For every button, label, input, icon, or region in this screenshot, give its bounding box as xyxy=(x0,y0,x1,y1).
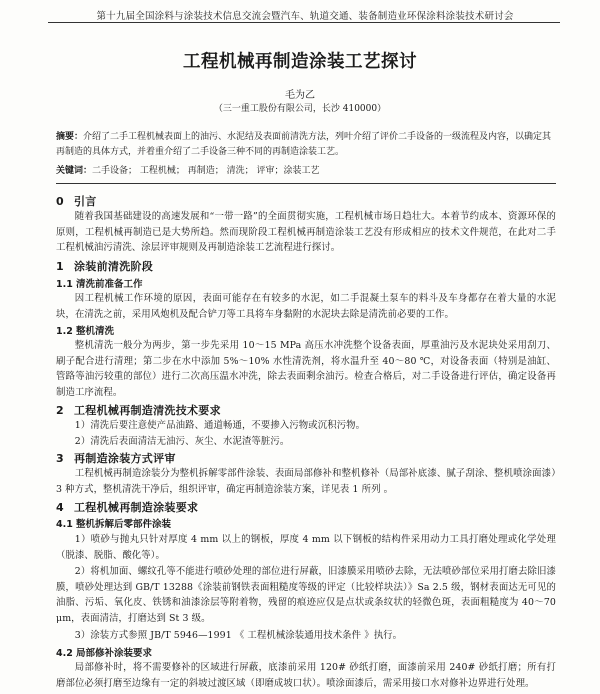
subsection-number: 4.2 xyxy=(56,648,73,659)
subsection-heading-1-2 xyxy=(56,323,114,337)
section-title: 再制造涂装方式评审 xyxy=(74,452,176,465)
subsection-title: 局部修补涂装要求 xyxy=(76,648,153,659)
paragraph-4-1-c: 3）涂装方式参照 JB/T 5946—1991 《 工程机械涂装通用技术条件 》执行。 xyxy=(74,630,403,641)
header-divider xyxy=(48,22,560,23)
paragraph-1-1: 因工程机械工作环境的原因，表面可能存在有较多的水泥，如二手混凝土泵车的料斗及车身都存在着大量的水泥块，在清洗之前，采用风炮机及配合铲刀等工具将车身黏附的水泥块去除是清洗前必要的工作。 xyxy=(56,293,556,320)
subsection-heading-4-1 xyxy=(56,516,171,530)
subsection-title: 整机清洗 xyxy=(76,326,115,337)
section-number: 3 xyxy=(56,452,64,465)
paragraph-2-2: 2）清洗后表面清洁无油污、灰尘、水泥渣等脏污。 xyxy=(74,436,290,447)
section-title: 引言 xyxy=(74,195,97,208)
subsection-title: 整机拆解后零部件涂装 xyxy=(76,519,172,530)
abstract-text: 介绍了二手工程机械表面上的油污、水泥结及表面前清洗方法，列叶介绍了评价二手设备的一级流程及内容，以确定其再制造的具体方式，并着重介绍了二手设备三种不同的再制造涂装工艺。 xyxy=(56,132,552,157)
paragraph-4-1-a: 1）喷砂与抛丸只针对厚度 4 mm 以上的钢板，厚度 4 mm 以下钢板的结构件采用动力工具打磨处理或化学处理（脱漆、脱脂、酸化等）。 xyxy=(56,534,556,561)
section-number: 0 xyxy=(56,195,64,208)
paragraph-4-2: 局部修补时，将不需要修补的区域进行屏蔽，底漆前采用 120# 砂纸打磨，面漆前采用 240# 砂纸打磨；所有打磨部位必须打磨至边缘有一定的斜坡过渡区域（即磨成坡口状）。喷涂面漆后，需采用接口水对修补边界进行处理。 xyxy=(56,662,556,689)
paragraph-intro: 随着我国基础建设的高速发展和“一带一路”的全面贯彻实施，工程机械市场日趋壮大。本着节约成本、资源环保的原则，工程机械再制造已是大势所趋。然而现阶段工程机械再制造涂装工艺没有形成相应的技术文件规范，在此对二手工程机械油污清洗、涂层评审规则及再制造涂装工艺流程进行探讨。 xyxy=(56,211,556,253)
running-header: 第十九届全国涂料与涂装技术信息交流会暨汽车、轨道交通、装备制造业环保涂料涂装技术研讨会 xyxy=(96,11,514,22)
author-name: 毛为乙 xyxy=(285,90,315,101)
subsection-number: 1.2 xyxy=(56,326,73,337)
subsection-number: 4.1 xyxy=(56,519,73,530)
section-heading-1 xyxy=(56,258,153,274)
paragraph-3: 工程机械再制造涂装分为整机拆解零部件涂装、表面局部修补和整机修补（局部补底漆、腻子刮涂、整机喷涂面漆）3 种方式，整机清洗干净后，组织评审，确定再制造涂装方案，详见表 1 所列 。 xyxy=(56,468,556,495)
subsection-number: 1.1 xyxy=(56,279,73,290)
keywords xyxy=(56,164,556,178)
section-number: 2 xyxy=(56,404,64,417)
paragraph-4-1-b: 2）将机加面、螺纹孔等不能进行喷砂处理的部位进行屏蔽，旧漆膜采用喷砂去除，无法喷砂部位采用打磨去除旧漆膜，喷砂处理达到 GB/T 13288《涂装前钢铁表面粗糙度等级的评定（比较样块法）》Sa 2.5 级，钢材表面达无可见的油脂、污垢、氧化皮、铁锈和油漆涂层等附着物，残留的痕迹应仅是点状或条纹状的轻微色斑，表面粗糙度为 40～70 μm，表面清洁，打磨达到 St 3 级。 xyxy=(56,566,556,624)
paragraph-1-2: 整机清洗一般分为两步，第一步先采用 10～15 MPa 高压水冲洗整个设备表面，厚重油污及水泥块处采用刮刀、刷子配合进行清理；第二步在水中添加 5%～10% 水性清洗剂，将水温升至 40～80 ℃，对设备表面（特别是油缸、管路等油污较重的部位）进行二次高压温水冲洗，除去表面剩余油污。检查合格后，对二手设备进行评估，确定设备再制造工序流程。 xyxy=(56,340,556,398)
author-affiliation: （三一重工股份有限公司，长沙 410000） xyxy=(213,104,387,114)
subsection-title: 清洗前准备工作 xyxy=(76,279,143,290)
section-title: 工程机械再制造涂装要求 xyxy=(74,501,199,514)
section-heading-0 xyxy=(56,193,97,209)
section-number: 1 xyxy=(56,260,64,273)
abstract-divider xyxy=(56,183,556,184)
abstract-label: 摘要： xyxy=(56,132,84,142)
subsection-heading-4-2 xyxy=(56,645,152,659)
section-title: 工程机械再制造清洗技术要求 xyxy=(74,404,221,417)
subsection-heading-1-1 xyxy=(56,276,143,290)
paragraph-2-1: 1）清洗后要注意使产品油路、通道畅通，不要掺入污物或沉积污物。 xyxy=(74,420,366,431)
section-heading-3 xyxy=(56,450,176,466)
section-heading-2 xyxy=(56,402,221,418)
keywords-label: 关键词： xyxy=(56,166,93,176)
section-heading-4 xyxy=(56,499,198,515)
section-number: 4 xyxy=(56,501,64,514)
section-title: 涂装前清洗阶段 xyxy=(74,260,154,273)
abstract xyxy=(56,130,556,160)
paper-title: 工程机械再制造涂装工艺探讨 xyxy=(183,52,417,72)
keywords-text: 二手设备； 工程机械； 再制造； 清洗； 评审；涂装工艺 xyxy=(92,166,320,176)
